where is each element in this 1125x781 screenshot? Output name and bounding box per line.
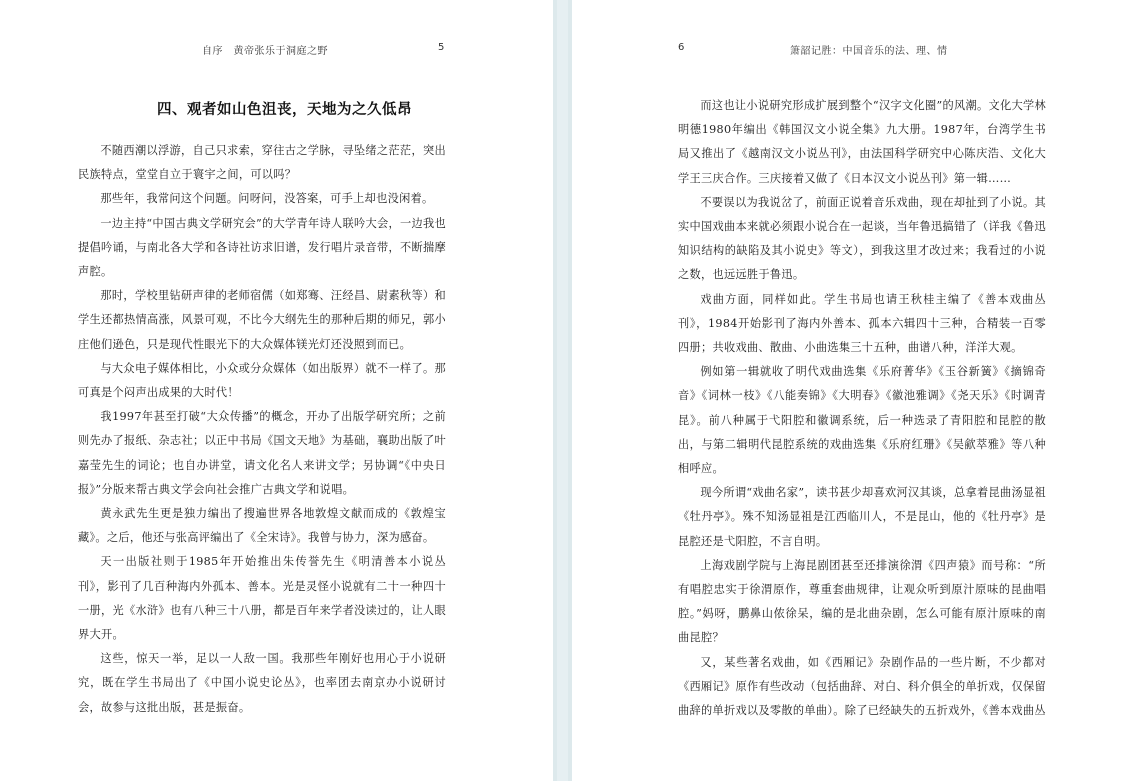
- paragraph: 例如第一辑就收了明代戏曲选集《乐府菁华》《玉谷新簧》《摘锦奇音》《词林一枝》《八能奏锦》《大明春》《徽池雅调》《尧天乐》《时调青昆》。前八种属于弋阳腔和徽调系统，后一种选录了青阳腔和昆腔的散出，与第二辑明代昆腔系统的戏曲选集《乐府红珊》《吴歈萃雅》等八种相呼应。: [678, 365, 1046, 476]
- paragraph: 现今所谓“戏曲名家”，读书甚少却喜欢河汉其谈，总拿着昆曲汤显祖《牡丹亭》。殊不知汤显祖是江西临川人，不是昆山，他的《牡丹亭》是昆腔还是弋阳腔，不言自明。: [678, 486, 1046, 548]
- paragraph: 而这也让小说研究形成扩展到整个“汉字文化圈”的风潮。文化大学林明德1980年编出《韩国汉文小说全集》九大册。1987年，台湾学生书局又推出了《越南汉文小说丛刊》，由法国科学研究中心陈庆浩、文化大学王三庆合作。三庆接着又做了《日本汉文小说丛刊》第一辑……: [678, 99, 1046, 185]
- left-page-number: 5: [438, 42, 445, 53]
- right-body-text: [678, 94, 1046, 723]
- left-page: [0, 0, 553, 781]
- right-page: [572, 0, 1125, 781]
- left-running-head: 自序 黄帝张乐于洞庭之野: [202, 46, 328, 57]
- paragraph: 我1997年甚至打破“大众传播”的概念，开办了出版学研究所；之前则先办了报纸、杂志社；以正中书局《国文天地》为基础，襄助出版了叶嘉莹先生的词论；也自办讲堂，请文化名人来讲文学；另协调“《中央日报》”分版来帮古典文学会向社会推广古典文学和说唱。: [78, 410, 446, 496]
- paragraph: 那时，学校里钻研声律的老师宿儒（如郑骞、汪经昌、尉素秋等）和学生还都热情高涨，风景可观，不比今大纲先生的那种后期的师兄，郭小庄他们逊色，只是现代性眼光下的大众媒体镁光灯还没照到而已。: [78, 289, 446, 351]
- right-page-number: 6: [678, 42, 685, 53]
- paragraph: 戏曲方面，同样如此。学生书局也请王秋桂主编了《善本戏曲丛刊》，1984开始影刊了海内外善本、孤本六辑四十三种，合精装一百零四册；共收戏曲、散曲、小曲选集三十五种，曲谱八种，洋洋大观。: [678, 292, 1046, 355]
- gutter-shade: [557, 0, 568, 781]
- paragraph: 一边主持“中国古典文学研究会”的大学青年诗人联吟大会，一边我也提倡吟诵，与南北各大学和各诗社访求旧谱，发行唱片录音带，不断揣摩声腔。: [78, 216, 446, 279]
- paragraph: 黄永武先生更是独力编出了搜遍世界各地敦煌文献而成的《敦煌宝藏》。之后，他还与张高评编出了《全宋诗》。我曾与协力，深为感奋。: [78, 507, 446, 545]
- paragraph: 天一出版社则于1985年开始推出朱传誉先生《明清善本小说丛刊》，影刊了几百种海内外孤本、善本。光是灵怪小说就有二十一种四十一册，光《水浒》也有八种三十八册，都是百年来学者没读过的，让人眼界大开。: [78, 555, 446, 642]
- paragraph: 与大众电子媒体相比，小众或分众媒体（如出版界）就不一样了。那可真是个闷声出成果的大时代！: [78, 361, 446, 400]
- paragraph: 这些，惊天一举，足以一人敌一国。我那些年刚好也用心于小说研究，既在学生书局出了《中国小说史论丛》，也率团去南京办小说研讨会，故参与这批出版，甚是振奋。: [78, 652, 446, 714]
- paragraph: 又，某些著名戏曲，如《西厢记》杂剧作品的一些片断，不少都对《西厢记》原作有些改动（包括曲辞、对白、科介俱全的单折戏，仅保留曲辞的单折戏以及零散的单曲）。除了已经缺失的五折戏外，《善本戏曲丛: [678, 655, 1046, 718]
- page-gutter: [553, 0, 572, 781]
- paragraph: 不随西潮以浮游，自己只求索，穿往古之学脉，寻坠绪之茫茫，突出民族特点，堂堂自立于寰宇之间，可以吗？: [78, 144, 446, 182]
- paragraph: 那些年，我常问这个问题。问呀问，没答案，可手上却也没闲着。: [100, 192, 434, 206]
- paragraph: 不要误以为我说岔了，前面正说着音乐戏曲，现在却扯到了小说。其实中国戏曲本来就必须跟小说合在一起谈，当年鲁迅搞错了（详我《鲁迅知识结构的缺陷及其小说史》等文），到我这里才改过来；我看过的小说之数，也远远胜于鲁迅。: [678, 195, 1046, 282]
- paragraph: 上海戏剧学院与上海昆剧团甚至还排演徐渭《四声猿》而号称：“所有唱腔忠实于徐渭原作，尊重套曲规律，让观众听到原汁原味的昆曲唱腔。”妈呀，鹏鼻山侬徐呆，编的是北曲杂剧，怎么可能有原汁原味的南曲昆腔？: [678, 558, 1046, 645]
- section-title: 四、观者如山色沮丧，天地为之久低昂: [157, 101, 412, 118]
- right-running-head: 箫韶记胜：中国音乐的法、理、情: [790, 46, 948, 57]
- left-body-text: [78, 139, 446, 720]
